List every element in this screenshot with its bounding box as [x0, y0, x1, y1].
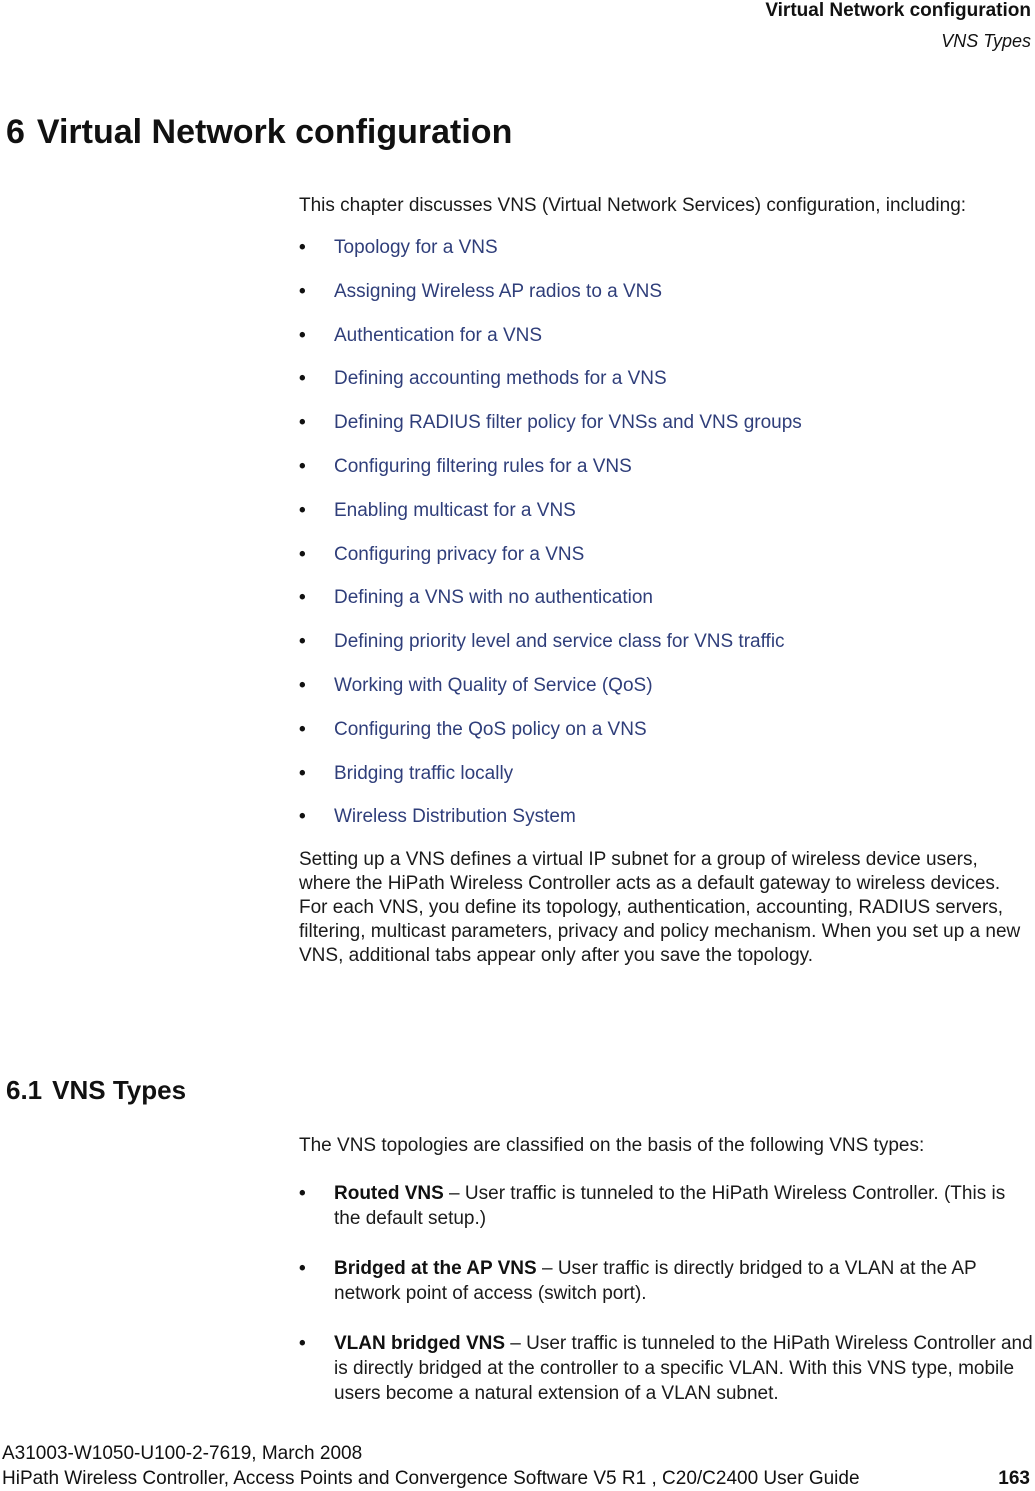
running-header-subtitle: VNS Types: [941, 31, 1031, 51]
bullet: •: [299, 499, 306, 521]
section-title: VNS Types: [52, 1075, 187, 1105]
footer-doc-title: HiPath Wireless Controller, Access Points and Convergence Software V5 R1 , C20/C2400 User Guide: [2, 1468, 860, 1489]
type-description: – User traffic is tunneled to the HiPath Wireless Controller. (This is the default setup.): [334, 1183, 1006, 1229]
bullet: •: [299, 412, 306, 434]
chapter-heading: [6, 113, 512, 152]
bullet: •: [299, 587, 306, 609]
type-description: – User traffic is directly bridged to a VLAN at the AP network point of access (switch port).: [334, 1258, 977, 1304]
vns-description-paragraph: Setting up a VNS defines a virtual IP subnet for a group of wireless device users, where the HiPath Wireless Controller acts as a default gateway to wireless devices. For each VNS, you define its topology, authentication, accounting, RADIUS servers, filtering, multicast parameters, privacy and policy mechanism. When you set up a new VNS, additional tabs appear only after you save the topology.: [299, 849, 1021, 966]
list-item: [299, 1181, 1033, 1231]
bullet: •: [299, 324, 306, 346]
type-term: Routed VNS: [334, 1183, 444, 1204]
bullet: •: [299, 543, 306, 565]
link-accounting[interactable]: Defining accounting methods for a VNS: [334, 368, 667, 390]
type-term: Bridged at the AP VNS: [334, 1258, 537, 1279]
bullet: •: [299, 674, 306, 696]
page-footer: [2, 1441, 860, 1491]
link-wds[interactable]: Wireless Distribution System: [334, 806, 576, 828]
section-heading: [6, 1075, 186, 1106]
bullet: •: [299, 718, 306, 740]
type-term: VLAN bridged VNS: [334, 1333, 506, 1354]
footer-doc-id: A31003-W1050-U100-2-7619, March 2008: [2, 1443, 363, 1464]
bullet: •: [299, 1333, 306, 1354]
bullet: •: [299, 762, 306, 784]
bullet: •: [299, 237, 306, 258]
bullet: •: [299, 1258, 306, 1279]
link-no-authentication[interactable]: Defining a VNS with no authentication: [334, 587, 653, 609]
link-qos[interactable]: Working with Quality of Service (QoS): [334, 674, 653, 696]
vns-types-list: [299, 1181, 1033, 1406]
chapter-number: 6: [6, 113, 25, 151]
link-assigning-radios[interactable]: Assigning Wireless AP radios to a VNS: [334, 280, 663, 302]
link-privacy[interactable]: Configuring privacy for a VNS: [334, 543, 585, 565]
link-radius-filter[interactable]: Defining RADIUS filter policy for VNSs and VNS groups: [334, 412, 802, 434]
list-item: [299, 1331, 1033, 1406]
intro-text: This chapter discusses VNS (Virtual Network Services) configuration, including:: [299, 195, 967, 216]
link-priority-level[interactable]: Defining priority level and service class for VNS traffic: [334, 631, 785, 653]
link-authentication[interactable]: Authentication for a VNS: [334, 324, 543, 346]
link-qos-policy[interactable]: Configuring the QoS policy on a VNS: [334, 718, 647, 740]
types-intro-text: The VNS topologies are classified on the basis of the following VNS types:: [299, 1135, 925, 1156]
bullet: •: [299, 806, 306, 828]
link-filtering-rules[interactable]: Configuring filtering rules for a VNS: [334, 455, 632, 477]
bullet: •: [299, 631, 306, 653]
chapter-title: Virtual Network configuration: [36, 113, 513, 151]
bullet: •: [299, 455, 306, 477]
type-description: – User traffic is tunneled to the HiPath Wireless Controller and is directly bridged at the controller to a specific VLAN. With this VNS type, mobile users become a natural extension of a VLAN subnet.: [334, 1333, 1033, 1404]
link-topology[interactable]: Topology for a VNS: [334, 237, 498, 258]
page-number: 163: [998, 1468, 1030, 1489]
running-header-title: Virtual Network configuration: [765, 0, 1031, 21]
bullet: •: [299, 1183, 306, 1204]
bullet: •: [299, 280, 306, 302]
section-number: 6.1: [6, 1075, 43, 1105]
link-multicast[interactable]: Enabling multicast for a VNS: [334, 499, 576, 521]
list-item: [299, 1256, 1033, 1306]
link-bridging[interactable]: Bridging traffic locally: [334, 762, 514, 784]
bullet: •: [299, 368, 306, 390]
